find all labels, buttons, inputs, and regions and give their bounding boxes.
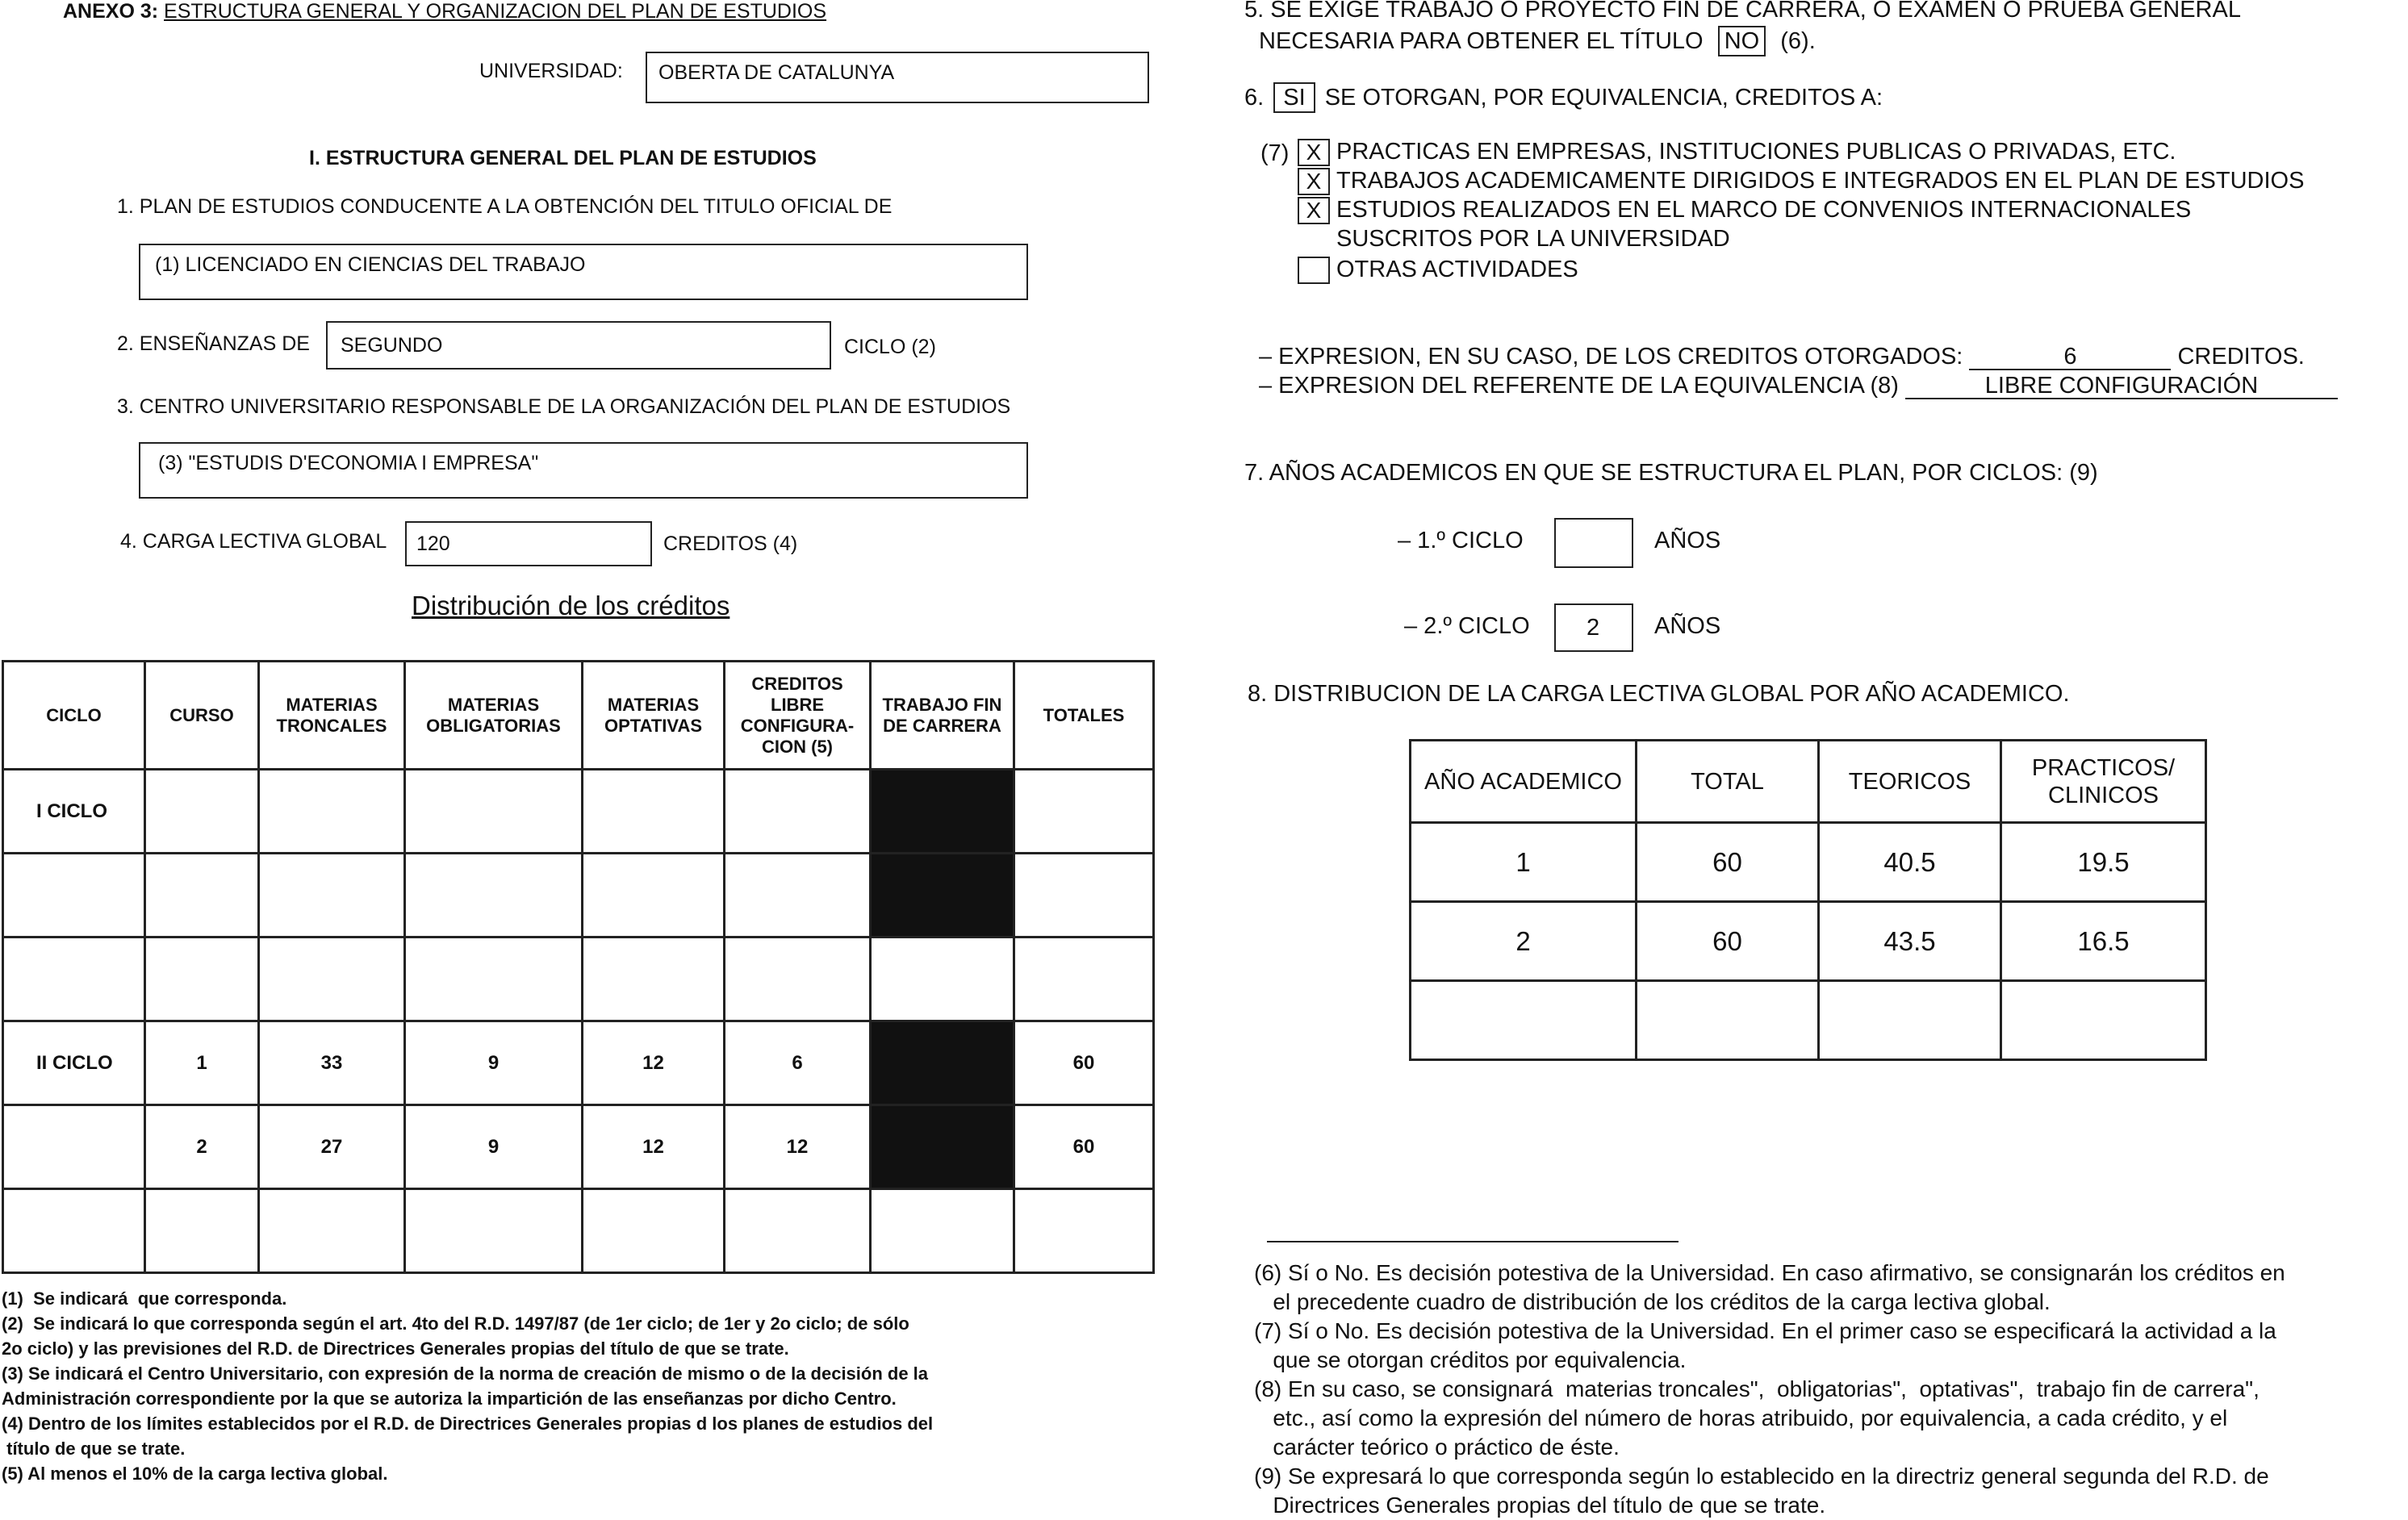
load-value: 120 xyxy=(416,532,450,555)
item2-label: 2. ENSEÑANZAS DE xyxy=(117,332,310,355)
equivalence-referent-label: – EXPRESION DEL REFERENTE DE LA EQUIVALENCIA (8) xyxy=(1259,373,1899,399)
right-footnote-line: (7) Sí o No. Es decisión potestiva de la Universidad. En el primer caso se especificará la actividad a la xyxy=(1254,1318,2276,1343)
item7-label: 7. AÑOS ACADEMICOS EN QUE SE ESTRUCTURA EL PLAN, POR CICLOS: (9) xyxy=(1244,460,2098,486)
distribution-title: Distribución de los créditos xyxy=(412,591,730,620)
equivalence-item xyxy=(1298,139,2176,166)
load-header-row xyxy=(1411,741,2206,823)
distribution-cell xyxy=(583,1189,725,1273)
footnote-separator xyxy=(1267,1241,1678,1242)
left-footnotes xyxy=(2,1286,933,1486)
equivalence-text: PRACTICAS EN EMPRESAS, INSTITUCIONES PUBLICAS O PRIVADAS, ETC. xyxy=(1336,139,2176,165)
equivalence-text: SUSCRITOS POR LA UNIVERSIDAD xyxy=(1336,226,1730,252)
cycle2-years-value: 2 xyxy=(1587,615,1600,641)
distribution-header-row xyxy=(3,662,1154,770)
distribution-row xyxy=(3,937,1154,1021)
load-col-header: PRACTICOS/ CLINICOS xyxy=(2001,741,2206,823)
right-footnote-line: (9) Se expresará lo que corresponda según lo establecido en la directriz general segunda del R.D. de xyxy=(1254,1464,2269,1489)
cycle1-unit: AÑOS xyxy=(1654,528,1721,553)
cycle2-years-box xyxy=(1554,603,1633,652)
item5-answer: NO xyxy=(1724,28,1760,54)
equivalence-text: TRABAJOS ACADEMICAMENTE DIRIGIDOS E INTEGRADOS EN EL PLAN DE ESTUDIOS xyxy=(1336,168,2305,194)
item6-line xyxy=(1244,82,1883,113)
load-col-header: TOTAL xyxy=(1637,741,1819,823)
load-cell: 16.5 xyxy=(2001,902,2206,981)
equivalence-checkbox[interactable] xyxy=(1298,257,1330,284)
cycle2-label: – 2.º CICLO xyxy=(1404,613,1530,639)
distribution-cell: 33 xyxy=(259,1021,405,1105)
section1-title: I. ESTRUCTURA GENERAL DEL PLAN DE ESTUDIOS xyxy=(309,147,817,169)
distribution-cell: 12 xyxy=(583,1105,725,1189)
distribution-cell xyxy=(725,937,871,1021)
equivalence-checkbox[interactable]: X xyxy=(1298,139,1330,166)
credits-granted-label: – EXPRESION, EN SU CASO, DE LOS CREDITOS OTORGADOS: xyxy=(1259,344,1963,370)
load-row xyxy=(1411,981,2206,1060)
distribution-cell: 27 xyxy=(259,1105,405,1189)
distribution-cell xyxy=(145,1189,259,1273)
distribution-col-header: CREDITOS LIBRE CONFIGURA-CION (5) xyxy=(725,662,871,770)
right-footnote-line: (6) Sí o No. Es decisión potestiva de la Universidad. En caso afirmativo, se consignarán los créditos en xyxy=(1254,1260,2285,1285)
distribution-cell xyxy=(1014,854,1154,937)
distribution-cell xyxy=(871,1021,1014,1105)
equivalence-text: ESTUDIOS REALIZADOS EN EL MARCO DE CONVENIOS INTERNACIONALES xyxy=(1336,197,2192,223)
distribution-cell xyxy=(725,770,871,854)
equivalence-referent-value: LIBRE CONFIGURACIÓN xyxy=(1984,373,2259,399)
distribution-col-header: MATERIAS OPTATIVAS xyxy=(583,662,725,770)
load-cell xyxy=(2001,981,2206,1060)
distribution-cell xyxy=(259,854,405,937)
right-footnote-line: (8) En su caso, se consignará materias troncales", obligatorias", optativas", trabajo fin de carrera", xyxy=(1254,1376,2260,1401)
distribution-cell xyxy=(583,937,725,1021)
university-value: OBERTA DE CATALUNYA xyxy=(658,61,895,84)
item3-label: 3. CENTRO UNIVERSITARIO RESPONSABLE DE LA ORGANIZACIÓN DEL PLAN DE ESTUDIOS xyxy=(117,395,1011,418)
left-footnote-line: (2) Se indicará lo que corresponda según el art. 4to del R.D. 1497/87 (de 1er ciclo; de 1er y 2o ciclo; de sólo xyxy=(2,1313,909,1334)
distribution-cell xyxy=(405,1189,583,1273)
item5-question: NECESARIA PARA OBTENER EL TÍTULO xyxy=(1259,28,1704,54)
distribution-cell xyxy=(725,854,871,937)
load-cell xyxy=(1637,981,1819,1060)
cycle-value: SEGUNDO xyxy=(341,334,443,357)
distribution-cell xyxy=(145,770,259,854)
credits-granted-suffix: CREDITOS. xyxy=(2177,344,2305,370)
distribution-cell: II CICLO xyxy=(3,1021,145,1105)
credits-granted-number: 6 xyxy=(2063,344,2077,370)
distribution-cell: 12 xyxy=(583,1021,725,1105)
distribution-cell: 1 xyxy=(145,1021,259,1105)
right-footnotes xyxy=(1254,1259,2285,1520)
distribution-cell xyxy=(405,770,583,854)
item2-suffix: CICLO (2) xyxy=(844,336,936,358)
left-footnote-line: (4) Dentro de los límites establecidos por el R.D. de Directrices Generales propias d los planes de estudios del xyxy=(2,1414,934,1434)
distribution-cell xyxy=(405,937,583,1021)
distribution-row xyxy=(3,1189,1154,1273)
distribution-cell xyxy=(3,854,145,937)
load-cell: 1 xyxy=(1411,823,1637,902)
university-label: UNIVERSIDAD: xyxy=(479,60,623,82)
item5-note: (6). xyxy=(1780,28,1816,54)
load-col-header: TEORICOS xyxy=(1819,741,2001,823)
load-cell: 43.5 xyxy=(1819,902,2001,981)
center-field xyxy=(139,442,1028,499)
load-cell: 2 xyxy=(1411,902,1637,981)
credits-granted-value xyxy=(1969,345,2171,370)
distribution-cell xyxy=(871,937,1014,1021)
load-col-header: AÑO ACADEMICO xyxy=(1411,741,1637,823)
item6-answer-box xyxy=(1273,82,1315,113)
distribution-cell: 2 xyxy=(145,1105,259,1189)
distribution-row xyxy=(3,854,1154,937)
annex-title: ESTRUCTURA GENERAL Y ORGANIZACION DEL PLAN DE ESTUDIOS xyxy=(164,0,827,23)
distribution-cell: 60 xyxy=(1014,1021,1154,1105)
cycle1-years-box xyxy=(1554,518,1633,568)
credits-granted-line xyxy=(1259,344,2305,370)
equivalence-ref: (7) xyxy=(1260,140,1290,166)
distribution-cell xyxy=(259,1189,405,1273)
right-footnote-line: carácter teórico o práctico de éste. xyxy=(1254,1434,1620,1459)
distribution-cell xyxy=(3,1189,145,1273)
left-footnote-line: 2o ciclo) y las previsiones del R.D. de Directrices Generales propias del título de que se trate. xyxy=(2,1338,789,1359)
load-cell: 60 xyxy=(1637,902,1819,981)
load-cell xyxy=(1819,981,2001,1060)
right-footnote-line: Directrices Generales propias del título de que se trate. xyxy=(1254,1493,1826,1518)
load-field xyxy=(405,521,652,566)
distribution-cell: 9 xyxy=(405,1021,583,1105)
distribution-cell xyxy=(871,854,1014,937)
load-cell: 40.5 xyxy=(1819,823,2001,902)
distribution-cell xyxy=(145,937,259,1021)
distribution-cell xyxy=(1014,937,1154,1021)
right-footnote-line: el precedente cuadro de distribución de los créditos de la carga lectiva global. xyxy=(1254,1289,2051,1314)
left-footnote-line: (1) Se indicará que corresponda. xyxy=(2,1288,287,1309)
left-footnote-line: (5) Al menos el 10% de la carga lectiva global. xyxy=(2,1464,388,1484)
load-cell: 60 xyxy=(1637,823,1819,902)
item4-suffix: CREDITOS (4) xyxy=(663,532,798,555)
load-row xyxy=(1411,902,2206,981)
equivalence-text: OTRAS ACTIVIDADES xyxy=(1336,257,1578,282)
load-by-year-table xyxy=(1409,739,2207,1061)
distribution-cell xyxy=(583,770,725,854)
distribution-cell: 12 xyxy=(725,1105,871,1189)
distribution-row xyxy=(3,770,1154,854)
distribution-cell xyxy=(3,1105,145,1189)
distribution-cell xyxy=(871,1105,1014,1189)
distribution-cell xyxy=(3,937,145,1021)
degree-field xyxy=(139,244,1028,300)
equivalence-item xyxy=(1298,257,1578,284)
distribution-cell xyxy=(725,1189,871,1273)
equivalence-referent-line xyxy=(1259,373,2338,399)
item1-label: 1. PLAN DE ESTUDIOS CONDUCENTE A LA OBTENCIÓN DEL TITULO OFICIAL DE xyxy=(117,195,893,218)
distribution-col-header: CURSO xyxy=(145,662,259,770)
distribution-col-header: CICLO xyxy=(3,662,145,770)
item6-text: SE OTORGAN, POR EQUIVALENCIA, CREDITOS A: xyxy=(1324,85,1883,111)
load-cell xyxy=(1411,981,1637,1060)
distribution-row xyxy=(3,1105,1154,1189)
annex-prefix: ANEXO 3: xyxy=(63,0,159,23)
distribution-table xyxy=(2,660,1155,1274)
distribution-cell xyxy=(259,770,405,854)
cycle2-unit: AÑOS xyxy=(1654,613,1721,639)
equivalence-item xyxy=(1298,226,1730,253)
degree-value: (1) LICENCIADO EN CIENCIAS DEL TRABAJO xyxy=(155,253,586,276)
distribution-cell: I CICLO xyxy=(3,770,145,854)
distribution-cell xyxy=(871,1189,1014,1273)
equivalence-checkbox[interactable]: X xyxy=(1298,197,1330,224)
distribution-cell: 6 xyxy=(725,1021,871,1105)
cycle1-label: – 1.º CICLO xyxy=(1398,528,1524,553)
distribution-cell xyxy=(871,770,1014,854)
left-footnote-line: Administración correspondiente por la que se autoriza la impartición de las enseñanzas por dicho Centro. xyxy=(2,1388,897,1409)
distribution-col-header: MATERIAS TRONCALES xyxy=(259,662,405,770)
load-row xyxy=(1411,823,2206,902)
right-footnote-line: que se otorgan créditos por equivalencia. xyxy=(1254,1347,1687,1372)
distribution-col-header: MATERIAS OBLIGATORIAS xyxy=(405,662,583,770)
center-value: (3) "ESTUDIS D'ECONOMIA I EMPRESA" xyxy=(158,452,539,474)
item8-label: 8. DISTRIBUCION DE LA CARGA LECTIVA GLOBAL POR AÑO ACADEMICO. xyxy=(1248,681,2070,707)
university-field xyxy=(646,52,1149,103)
left-footnote-line: título de que se trate. xyxy=(2,1439,186,1459)
item4-label: 4. CARGA LECTIVA GLOBAL xyxy=(120,530,387,553)
distribution-cell xyxy=(1014,1189,1154,1273)
distribution-cell xyxy=(145,854,259,937)
distribution-col-header: TOTALES xyxy=(1014,662,1154,770)
load-cell: 19.5 xyxy=(2001,823,2206,902)
distribution-cell xyxy=(1014,770,1154,854)
distribution-cell: 60 xyxy=(1014,1105,1154,1189)
distribution-cell xyxy=(405,854,583,937)
equivalence-item xyxy=(1298,197,2191,224)
cycle-field xyxy=(326,321,831,370)
annex-heading xyxy=(63,0,826,23)
right-footnote-line: etc., así como la expresión del número de horas atribuido, por equivalencia, a cada crédito, y el xyxy=(1254,1405,2228,1430)
item5-line2 xyxy=(1259,26,1816,56)
distribution-cell: 9 xyxy=(405,1105,583,1189)
distribution-cell xyxy=(259,937,405,1021)
item5-line1: 5. SE EXIGE TRABAJO O PROYECTO FIN DE CARRERA, O EXAMEN O PRUEBA GENERAL xyxy=(1244,0,2241,23)
distribution-cell xyxy=(583,854,725,937)
equivalence-referent-value-wrap xyxy=(1905,374,2338,399)
equivalence-checkbox[interactable]: X xyxy=(1298,168,1330,195)
distribution-col-header: TRABAJO FIN DE CARRERA xyxy=(871,662,1014,770)
left-footnote-line: (3) Se indicará el Centro Universitario, con expresión de la norma de creación de mismo o de la decisión de la xyxy=(2,1363,929,1384)
item6-prefix: 6. xyxy=(1244,85,1265,111)
item6-answer: SI xyxy=(1283,85,1306,111)
item5-answer-box xyxy=(1718,26,1766,56)
equivalence-item xyxy=(1298,168,2304,195)
distribution-row xyxy=(3,1021,1154,1105)
